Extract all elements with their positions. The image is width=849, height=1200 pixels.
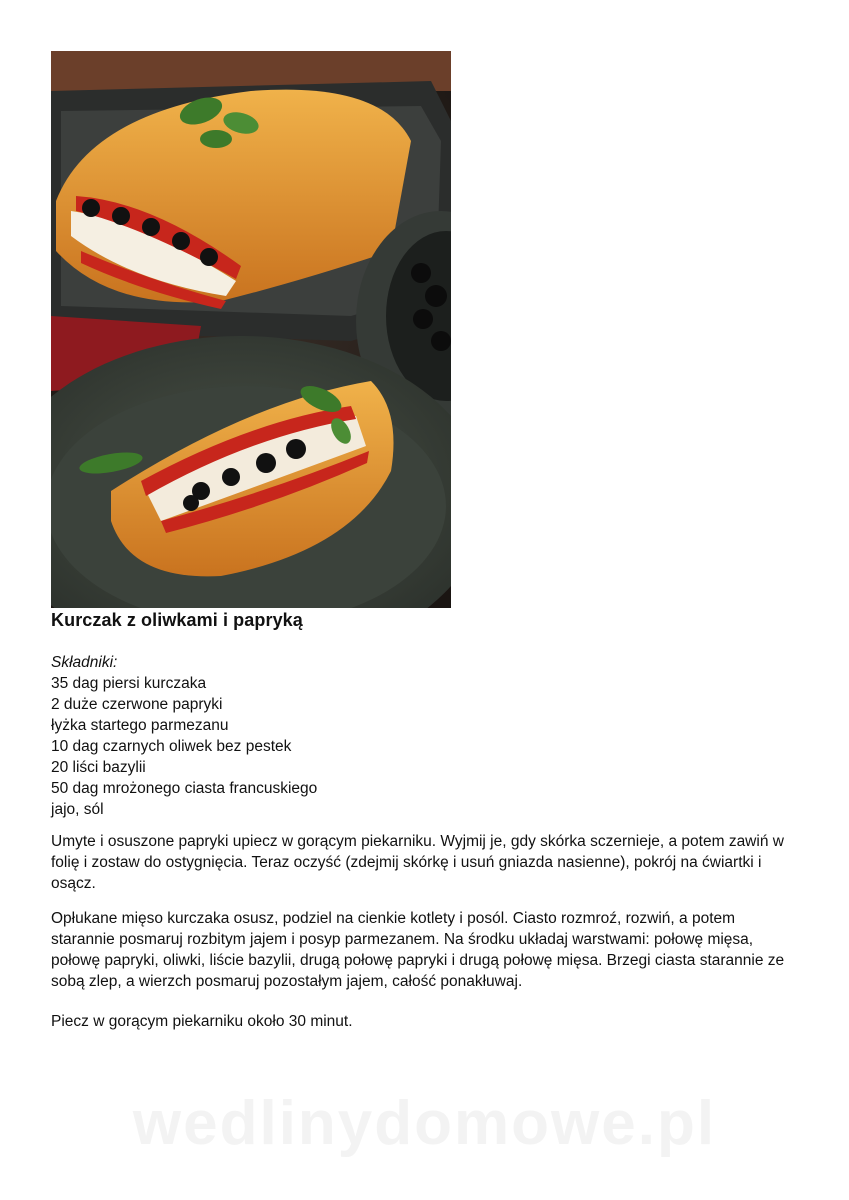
instruction-paragraph: Opłukane mięso kurczaka osusz, podziel na cienkie kotlety i posól. Ciasto rozmroź, rozwiń, a potem starannie posmaruj rozbitym jajem i posyp parmezanem. Na środku układaj warstwami: połowę mięsa, połowę papryki, oliwki, liście bazylii, drugą połowę papryki i drugą połowę mięsa. Brzegi ciasta starannie ze sobą zlep, a wierzch posmaruj pozostałym jajem, całość ponakłuwaj. [51,910,785,990]
ingredient-item: jajo, sól [51,801,104,818]
ingredient-item: 50 dag mrożonego ciasta francuskiego [51,780,318,797]
ingredients-section [51,652,317,820]
ingredient-item: 35 dag piersi kurczaka [51,675,207,692]
ingredients-label: Składniki: [51,654,118,671]
ingredients-list [51,673,317,820]
recipe-title: Kurczak z oliwkami i papryką [51,610,303,630]
ingredient-item: 20 liści bazylii [51,759,146,776]
instruction-paragraph: Umyte i osuszone papryki upiecz w gorącym piekarniku. Wyjmij je, gdy skórka sczernieje, a potem zawiń w folię i zostaw do ostygnięcia. Teraz oczyść (zdejmij skórkę i usuń gniazda nasienne), pokrój na ćwiartki i osącz. [51,833,784,892]
ingredient-item: łyżka startego parmezanu [51,717,229,734]
ingredient-item: 2 duże czerwone papryki [51,696,223,713]
watermark: wedlinydomowe.pl [132,1089,717,1158]
instruction-paragraph: Piecz w gorącym piekarniku około 30 minut. [51,1013,353,1030]
ingredient-item: 10 dag czarnych oliwek bez pestek [51,738,292,755]
recipe-photo [51,51,451,608]
